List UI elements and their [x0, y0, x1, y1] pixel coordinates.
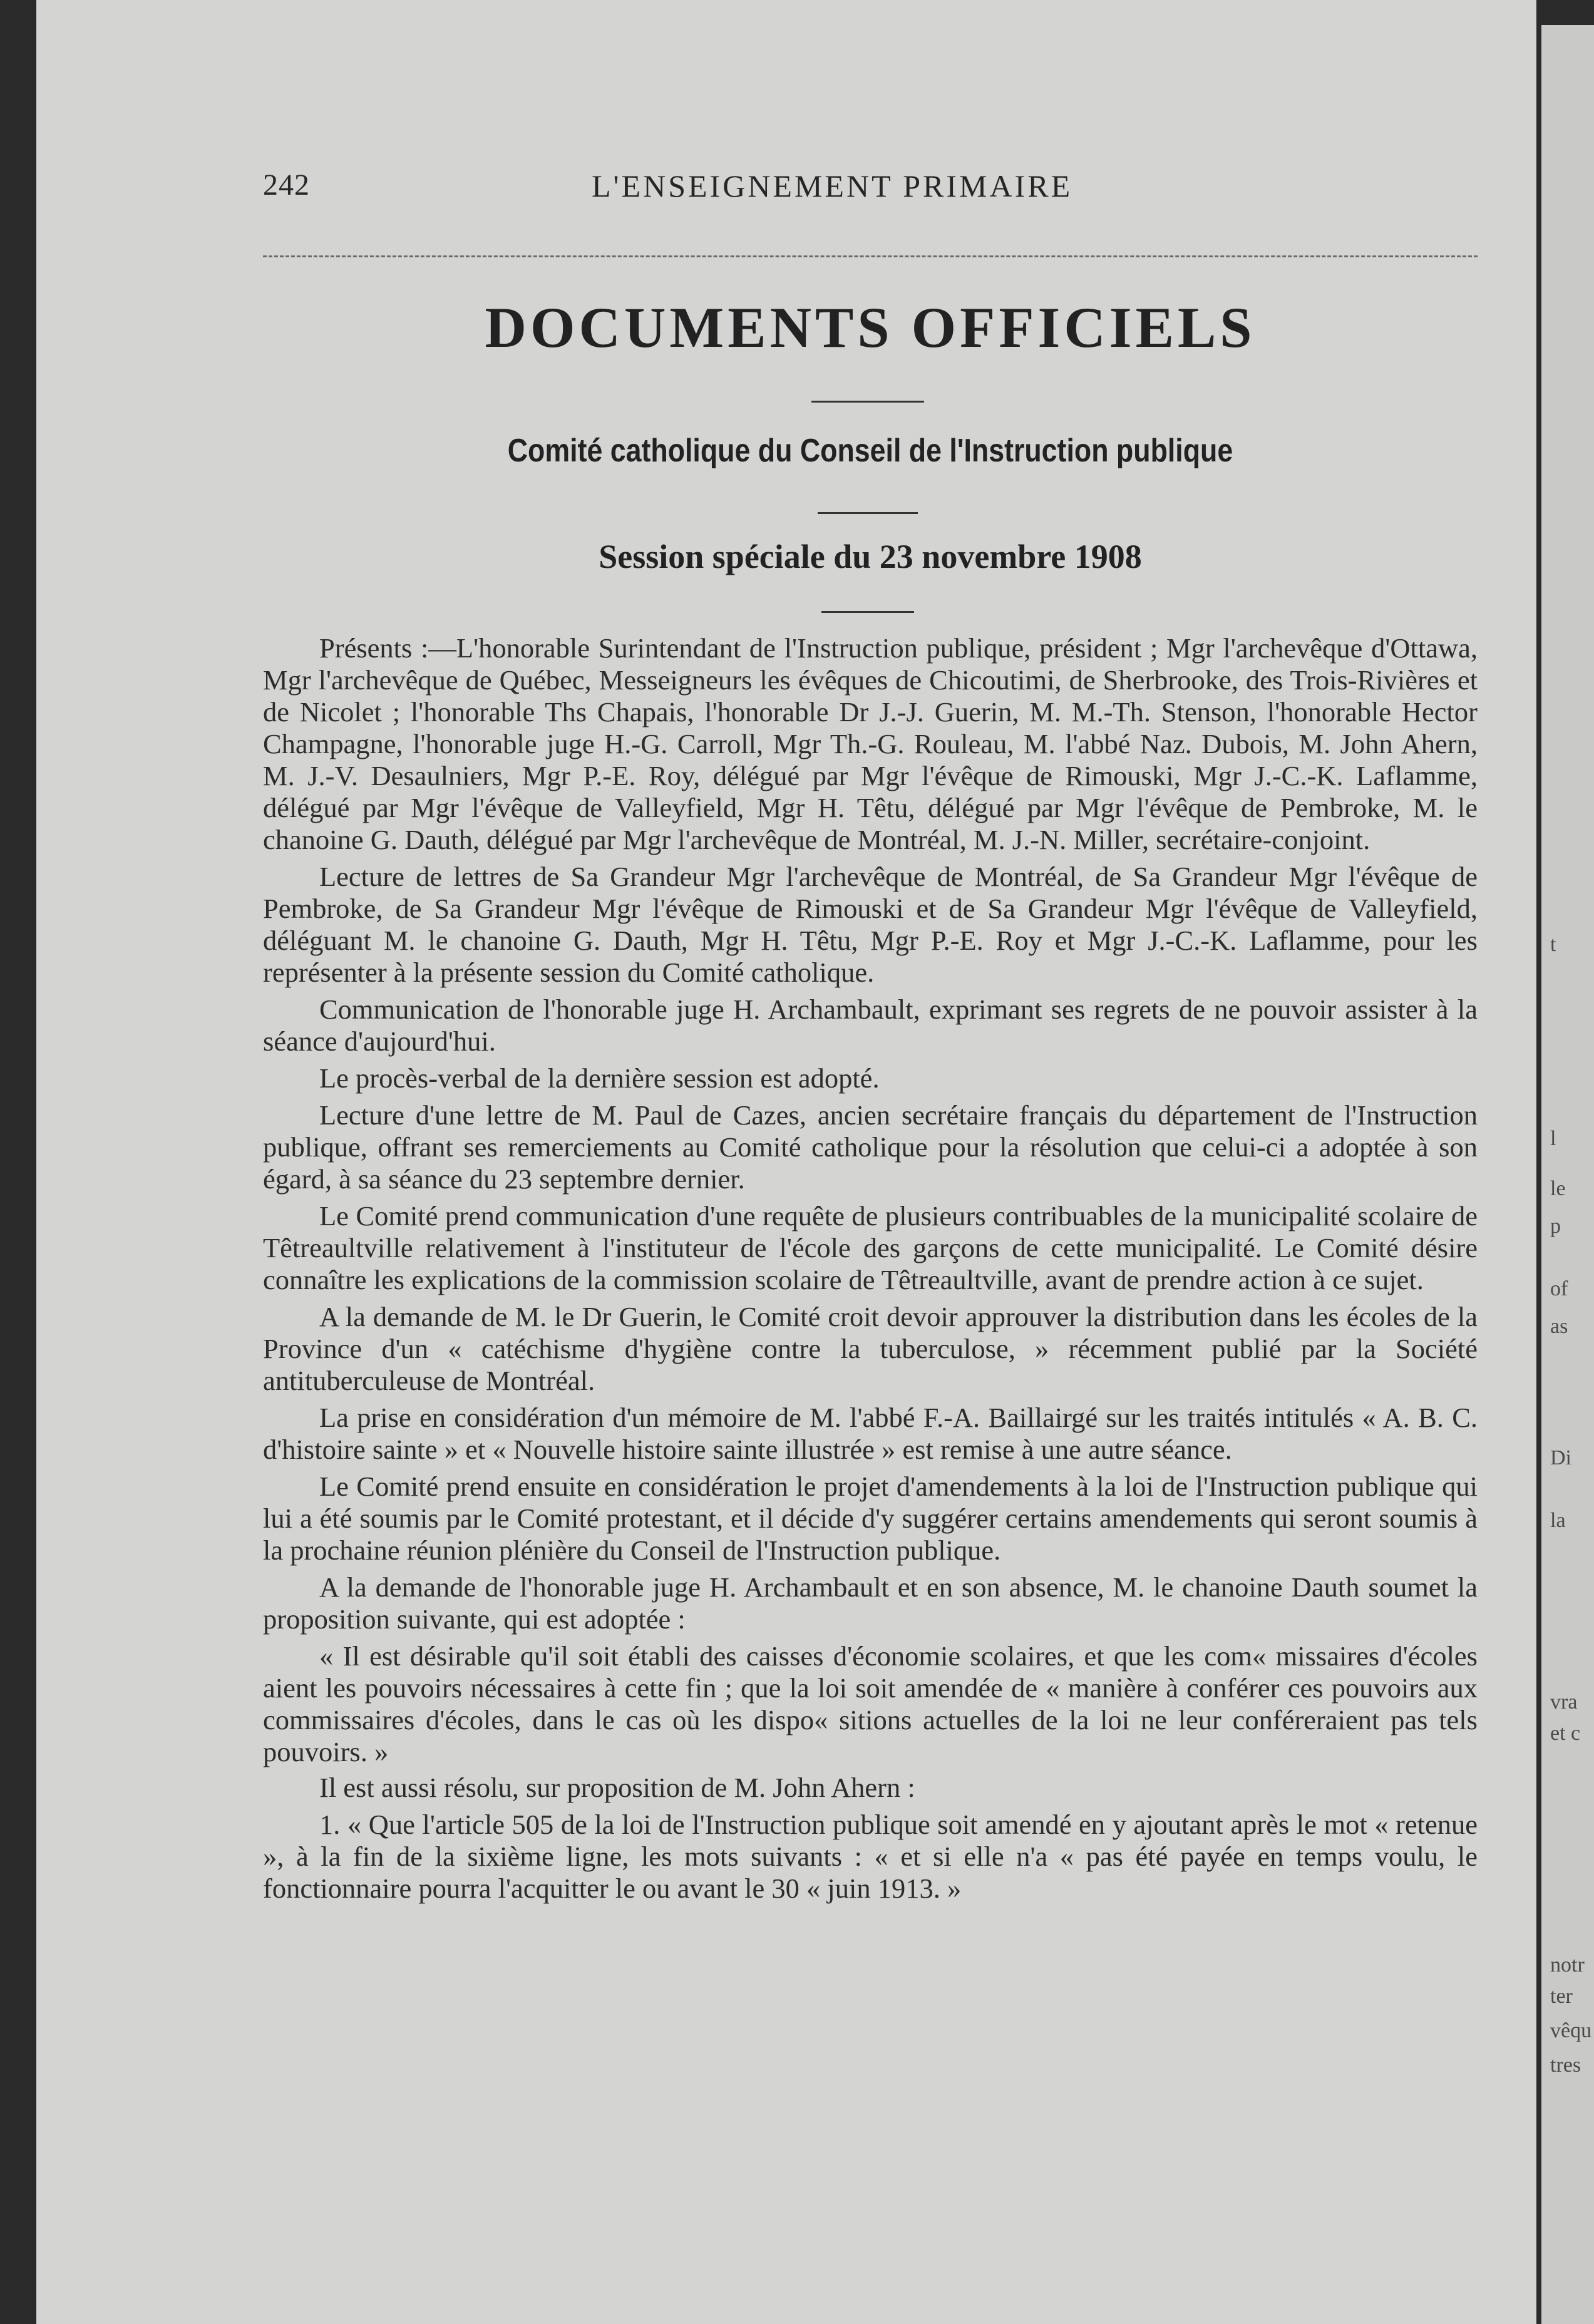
adjacent-fragment: vra [1550, 1690, 1578, 1714]
paragraph-attendance: Présents :—L'honorable Surintendant de l'Instruction publique, président ; Mgr l'archevêque d'Ottawa, Mgr l'archevêque de Québec, Messeigneurs les évêques de Chicoutimi, de Sherbrooke, des Trois-Rivières et de Nicolet ; l'honorable Ths Chapais, l'honorable Dr J.-J. Guerin, M. M.-Th. Stenson, l'honorable Hector Champagne, l'honorable juge H.-G. Carroll, Mgr Th.-G. Rouleau, M. l'abbé Naz. Dubois, M. John Ahern, M. J.-V. Desaulniers, Mgr P.-E. Roy, délégué par Mgr l'évêque de Rimouski, Mgr J.-C.-K. Laflamme, délégué par Mgr l'évêque de Valleyfield, Mgr H. Têtu, délégué par Mgr l'évêque de Pembroke, M. le chanoine G. Dauth, délégué par Mgr l'archevêque de Montréal, M. J.-N. Miller, secrétaire-conjoint. [263, 632, 1478, 855]
title-rule [811, 401, 924, 403]
adjacent-fragment: as [1550, 1315, 1568, 1338]
paragraph-minutes-adopted: Le procès-verbal de la dernière session est adopté. [319, 1062, 880, 1094]
paragraph-resolution-quote: « Il est désirable qu'il soit établi des caisses d'économie scolaires, et que les com« missaires d'écoles aient les pouvoirs nécessaires à cette fin ; que la loi soit amendée de « manière à conférer ces pouvoirs aux commissaires d'écoles, dans le cas où les dispo« sitions actuelles de la loi ne leur conféreraient pas tels pouvoirs. » [263, 1640, 1478, 1767]
committee-subtitle: Comité catholique du Conseil de l'Instruction publique [507, 433, 1233, 469]
paragraph-amendments: Le Comité prend ensuite en considération le projet d'amendements à la loi de l'Instruction publique qui lui a été soumis par le Comité protestant, et il décide d'y suggérer certains amendements qui seront soumis à la prochaine réunion plénière du Conseil de l'Instruction publique. [263, 1471, 1478, 1566]
paragraph-communication: Communication de l'honorable juge H. Archambault, exprimant ses regrets de ne pouvoir assister à la séance d'aujourd'hui. [263, 994, 1478, 1057]
paragraph-hygiene-catechism: A la demande de M. le Dr Guerin, le Comité croit devoir approuver la distribution dans les écoles de la Province d'un « catéchisme d'hygiène contre la tuberculose, » récemment publié par la Société antituberculeuse de Montréal. [263, 1301, 1478, 1396]
adjacent-fragment: tres [1550, 2054, 1581, 2077]
subtitle-rule [818, 512, 918, 514]
page-number: 242 [263, 168, 310, 202]
paragraph-letters: Lecture de lettres de Sa Grandeur Mgr l'archevêque de Montréal, de Sa Grandeur Mgr l'évêque de Pembroke, de Sa Grandeur Mgr l'évêque de Rimouski et de Sa Grandeur Mgr l'évêque de Valleyfield, déléguant M. le chanoine G. Dauth, Mgr H. Têtu, Mgr P.-E. Roy et Mgr J.-C.-K. Laflamme, pour les représenter à la présente session du Comité catholique. [263, 861, 1478, 988]
adjacent-fragment: notr [1550, 1953, 1585, 1977]
paragraph-tetreaultville: Le Comité prend communication d'une requête de plusieurs contribuables de la municipalité scolaire de Têtreaultville relativement à l'instituteur de l'école des garçons de cette municipalité. Le Comité désire connaître les explications de la commission scolaire de Têtreaultville, avant de prendre action à ce sujet. [263, 1200, 1478, 1295]
header-rule [263, 255, 1478, 257]
adjacent-fragment: la [1550, 1509, 1566, 1532]
paragraph-baillairge: La prise en considération d'un mémoire de M. l'abbé F.-A. Baillairgé sur les traités intitulés « A. B. C. d'histoire sainte » et « Nouvelle histoire sainte illustrée » est remise à une autre séance. [263, 1402, 1478, 1465]
session-heading: Session spéciale du 23 novembre 1908 [599, 538, 1142, 575]
paragraph-cazes-letter: Lecture d'une lettre de M. Paul de Cazes, ancien secrétaire français du département de l'Instruction publique, offrant ses remerciements au Comité catholique pour la résolution que celui-ci a adoptée à son égard, à sa séance du 23 septembre dernier. [263, 1099, 1478, 1195]
adjacent-fragment: vêqu [1550, 2019, 1592, 2042]
session-rule [821, 611, 914, 613]
running-head: L'ENSEIGNEMENT PRIMAIRE [592, 168, 1073, 203]
adjacent-fragment: et c [1550, 1722, 1581, 1745]
adjacent-fragment: p [1550, 1215, 1561, 1238]
paragraph-article-505: 1. « Que l'article 505 de la loi de l'Instruction publique soit amendé en y ajoutant après le mot « retenue », à la fin de la sixième ligne, les mots suivants : « et si elle n'a « pas été payée en temps voulu, le fonctionnaire pourra l'acquitter le ou avant le 30 « juin 1913. » [263, 1809, 1478, 1904]
adjacent-fragment: of [1550, 1277, 1568, 1300]
adjacent-fragment: Di [1550, 1446, 1571, 1469]
adjacent-page-edge [1541, 25, 1594, 2324]
minutes-body [263, 632, 1478, 1905]
paragraph-ahern: Il est aussi résolu, sur proposition de M. John Ahern : [319, 1772, 915, 1803]
section-title: DOCUMENTS OFFICIELS [485, 296, 1256, 359]
paragraph-proposal: A la demande de l'honorable juge H. Archambault et en son absence, M. le chanoine Dauth soumet la proposition suivante, qui est adoptée : [263, 1571, 1478, 1635]
adjacent-fragment: ter [1550, 1985, 1573, 2008]
adjacent-fragment: t [1550, 933, 1556, 956]
adjacent-fragment: l [1550, 1127, 1556, 1150]
adjacent-fragment: le [1550, 1177, 1566, 1200]
